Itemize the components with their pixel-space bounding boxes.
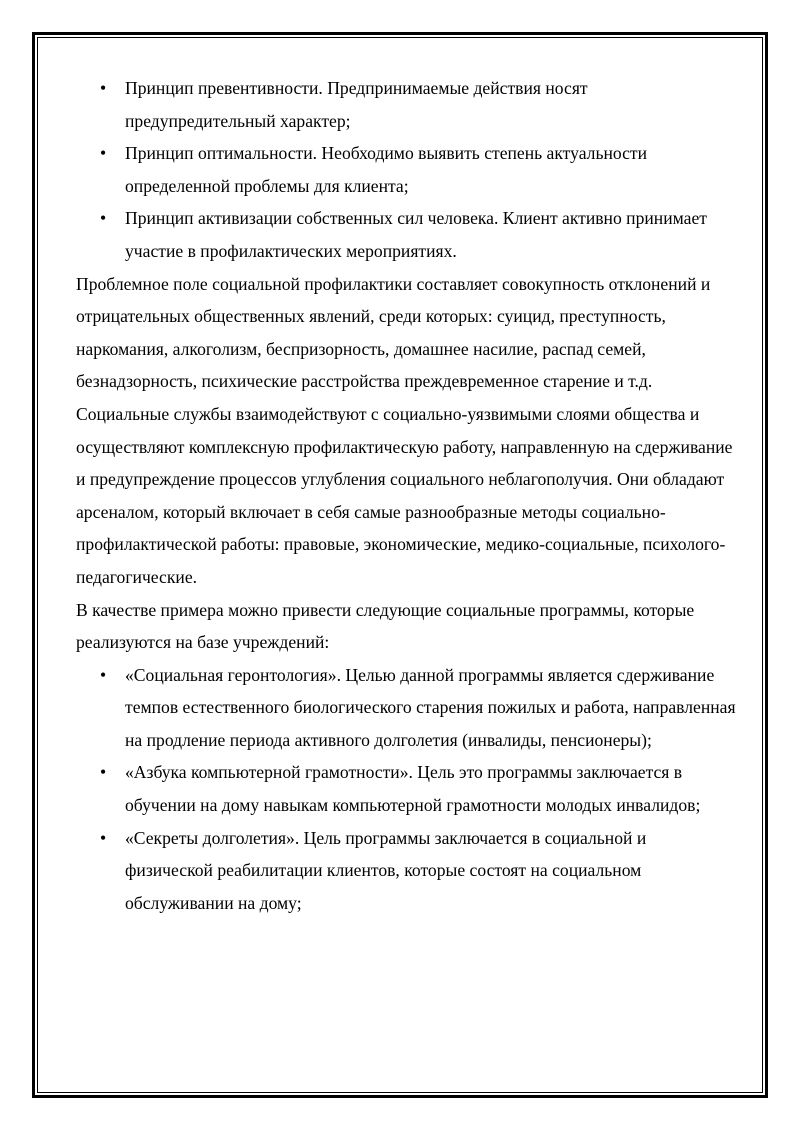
list-item-text: Принцип оптимальности. Необходимо выявить степень актуальности определенной проблемы для клиента;: [125, 143, 648, 196]
bullet-icon: •: [100, 143, 107, 164]
bullet-icon: •: [100, 208, 107, 229]
paragraph-problem-field: Проблемное поле социальной профилактики составляет совокупность отклонений и отрицательных общественных явлений, среди которых: суицид, преступность, наркомания, алкоголизм, беспризорность, домашнее насилие, распад семей, безнадзорность, психические расстройства преждевременное старение и т.д.: [76, 273, 711, 392]
bullet-icon: •: [100, 827, 107, 848]
principles-list: [76, 72, 736, 268]
list-item: [76, 137, 736, 202]
bullet-icon: •: [100, 664, 107, 685]
list-item-text: Принцип активизации собственных сил человека. Клиент активно принимает участие в профилактических мероприятиях.: [125, 208, 707, 261]
list-item: [76, 202, 736, 267]
document-body: [76, 72, 736, 919]
list-item-text: «Секреты долголетия». Цель программы заключается в социальной и физической реабилитации клиентов, которые состоят на социальном обслуживании на дому;: [125, 827, 647, 913]
bullet-icon: •: [100, 78, 107, 98]
list-item: [76, 756, 736, 821]
paragraph-social-services: Социальные службы взаимодействуют с социально-уязвимыми слоями общества и осуществляют комплексную профилактическую работу, направленную на сдерживание и предупреждение процессов углубления социального неблагополучия. Они обладают арсеналом, который включает в себя самые разнообразные методы социально-профилактической работы: правовые, экономические, медико-социальные, психолого-педагогические.: [76, 403, 733, 587]
list-item: [76, 822, 736, 920]
list-item-text: «Социальная геронтология». Целью данной программы является сдерживание темпов естественного биологического старения пожилых и работа, направленная на продление периода активного долголетия (инвалиды, пенсионеры);: [125, 664, 736, 750]
list-item: [76, 659, 736, 757]
list-item-text: Принцип превентивности. Предпринимаемые действия носят предупредительный характер;: [125, 78, 588, 131]
bullet-icon: •: [100, 762, 107, 783]
paragraph-programs-intro: В качестве примера можно привести следующие социальные программы, которые реализуются на базе учреждений:: [76, 599, 695, 653]
list-item-text: «Азбука компьютерной грамотности». Цель это программы заключается в обучении на дому навыкам компьютерной грамотности молодых инвалидов;: [125, 762, 701, 816]
list-item: [76, 72, 736, 137]
programs-list: [76, 659, 736, 920]
